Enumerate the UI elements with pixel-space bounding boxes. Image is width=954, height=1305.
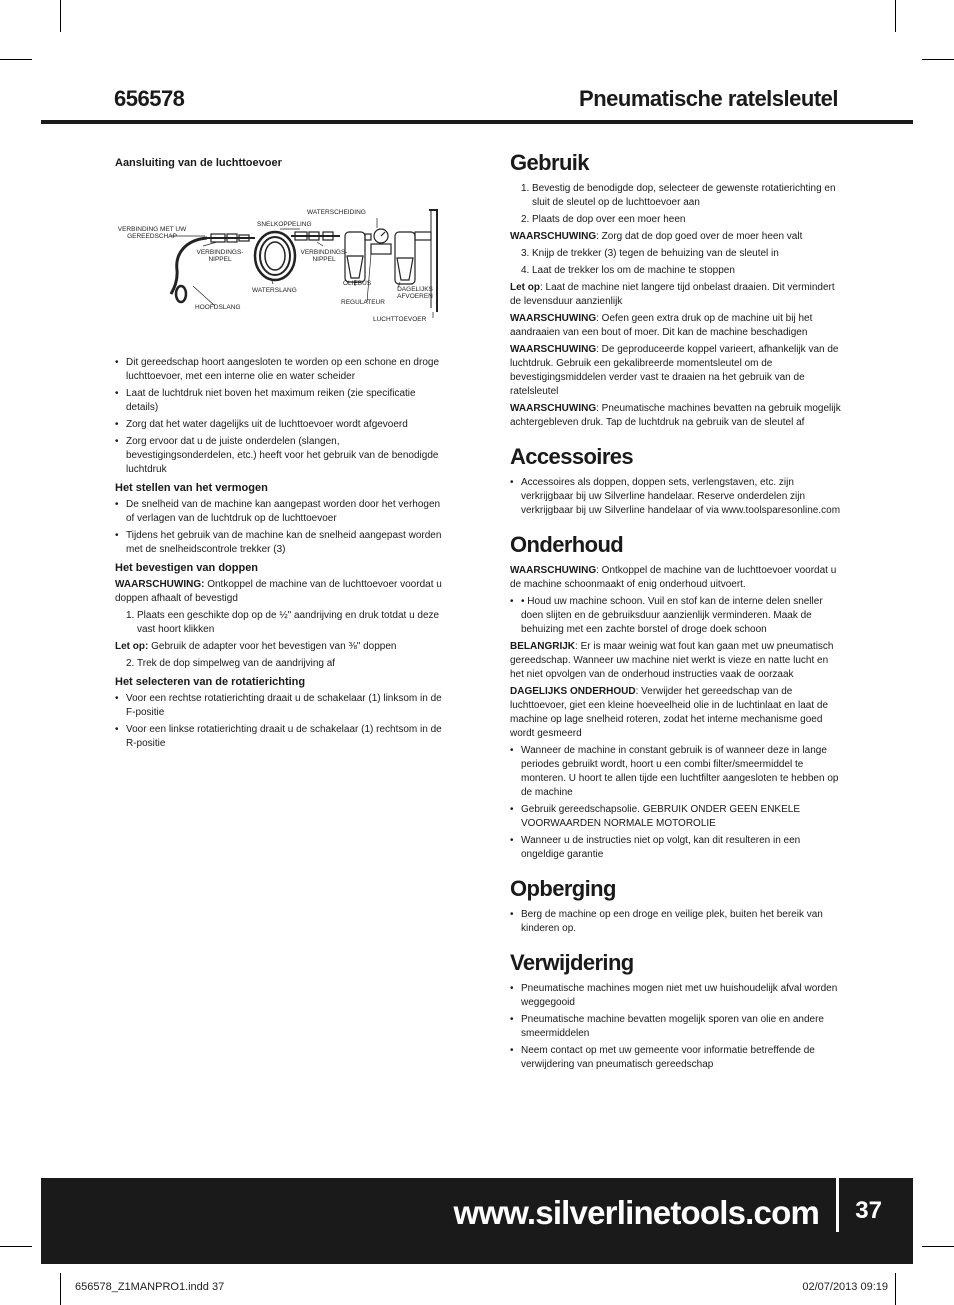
warning-label: WAARSCHUWING: [510, 344, 597, 355]
section-heading-accessoires: Accessoires: [510, 444, 634, 469]
warning-label: WAARSCHUWING: [510, 231, 597, 242]
crop-mark: [0, 1246, 32, 1247]
list-item: • Zorg dat het water dagelijks uit de luchttoevoer wordt afgevoerd: [115, 418, 445, 432]
warning-text: : Oefen geen extra druk op de machine uit bij het aandraaien van een bout of moer. Dit kan de machine beschadigen: [510, 313, 813, 338]
list-item: • Neem contact op met uw gemeente voor informatie betreffende de verwijdering van pneumatisch gereedschap: [510, 1044, 842, 1072]
speed-heading: Het stellen van het vermogen: [115, 482, 268, 494]
daily-text: : Verwijder het gereedschap van de luchttoevoer, giet een kleine hoeveelheid olie in de luchtinlaat en laat de machine op lage snelheid roteren, zodat het interne mechanisme goed wordt gesmeerd: [510, 686, 829, 739]
list-item: [510, 264, 842, 278]
footer-url[interactable]: www.silverlinetools.com: [453, 1194, 819, 1231]
step-text: Trek de dop simpelweg van de aandrijving af: [137, 658, 336, 669]
air-supply-diagram: [115, 174, 445, 324]
list-item: [510, 213, 842, 227]
label-luchttoevoer: LUCHTTOEVOER: [373, 316, 427, 323]
crop-mark: [922, 1246, 954, 1247]
list-item: • Pneumatische machine bevatten mogelijk sporen van olie en andere smeermiddelen: [510, 1013, 842, 1041]
footer-divider: [836, 1178, 839, 1232]
list-item: [510, 247, 842, 261]
warning-label: WAARSCHUWING: [510, 403, 597, 414]
label-waterslang: WATERSLANG: [252, 287, 297, 294]
gebruik-warning-1: [510, 230, 842, 244]
onderhoud-list-2: [510, 744, 842, 862]
gebruik-steps-2: [510, 247, 842, 278]
step-number: 3.: [521, 248, 530, 259]
list-item: • Voor een rechtse rotatierichting draait u de schakelaar (1) linksom in de F-positie: [115, 692, 445, 720]
socket-steps-2: [115, 657, 445, 671]
label-dagelijks: DAGELIJKS AFVOEREN: [397, 286, 433, 300]
onderhoud-important: [510, 640, 842, 682]
section-heading-opberging: Opberging: [510, 876, 616, 901]
section-heading-gebruik: Gebruik: [510, 150, 589, 175]
crop-mark: [895, 0, 896, 32]
label-snelkoppeling: SNELKOPPELING: [257, 221, 312, 228]
gebruik-warning-2: [510, 312, 842, 340]
crop-mark: [60, 1273, 61, 1305]
socket-heading: Het bevestigen van doppen: [115, 562, 259, 574]
gebruik-warning-3: [510, 343, 842, 399]
crop-mark: [60, 0, 61, 32]
rotation-heading: Het selecteren van de rotatierichting: [115, 676, 306, 688]
list-item: • Tijdens het gebruik van de machine kan de snelheid aangepast worden met de snelheidscontrole trekker (3): [115, 529, 445, 557]
left-column: [115, 152, 445, 754]
opberging-list: [510, 908, 842, 936]
section-heading-verwijdering: Verwijdering: [510, 950, 634, 975]
list-item: • Pneumatische machines mogen niet met uw huishoudelijk afval worden weggegooid: [510, 982, 842, 1010]
list-item: • Zorg ervoor dat u de juiste onderdelen (slangen, bevestigingsonderdelen, etc.) heeft voor het gebruik van de benodigde luchtdruk: [115, 435, 445, 477]
air-supply-list: [115, 356, 445, 477]
accessoires-list: [510, 476, 842, 518]
gebruik-tip: [510, 281, 842, 309]
list-item: [115, 657, 445, 671]
label-waterscheiding: WATERSCHEIDING: [307, 209, 366, 216]
step-text: Plaats de dop over een moer heen: [532, 214, 686, 225]
list-item: • Wanneer de machine in constant gebruik is of wanneer deze in lange periodes gebruikt wordt, hoort u een combi filter/smeermiddel te monteren. U hoort te allen tijde een luchtfilter aangesloten te hebben op de machine: [510, 744, 842, 800]
slug-date: 02/07/2013 09:19: [802, 1281, 888, 1293]
tip-label: Let op: [510, 282, 540, 293]
list-item: • Voor een linkse rotatierichting draait u de schakelaar (1) rechtsom in de R-positie: [115, 723, 445, 751]
label-nippel-left: VERBINDINGS- NIPPEL: [196, 249, 244, 263]
right-column: [510, 150, 842, 1075]
step-number: 4.: [521, 265, 530, 276]
step-number: 2.: [521, 214, 530, 225]
step-text: Bevestig de benodigde dop, selecteer de gewenste rotatierichting en sluit de sleutel op de luchttoevoer aan: [532, 183, 836, 208]
warning-text: : Zorg dat de dop goed over de moer heen valt: [596, 231, 803, 242]
crop-mark: [0, 59, 32, 60]
crop-mark: [922, 59, 954, 60]
warning-text: : Ontkoppel de machine van de luchttoevoer voordat u de machine schoonmaakt of enig onderhoud uitvoert.: [510, 565, 837, 590]
list-item: • • Houd uw machine schoon. Vuil en stof kan de interne delen sneller doen slijten en de gebruiksduur aanzienlijk verminderen. Maak de behuizing met een zachte borstel of droge doek schoon: [510, 595, 842, 637]
socket-warning: [115, 578, 445, 606]
verwijdering-list: [510, 982, 842, 1072]
speed-list: [115, 498, 445, 557]
daily-label: DAGELIJKS ONDERHOUD: [510, 686, 636, 697]
onderhoud-daily: [510, 685, 842, 741]
air-supply-illustration: [115, 174, 445, 324]
tip-label: Let op:: [115, 641, 149, 652]
list-item: [510, 182, 842, 210]
page-title: Pneumatische ratelsleutel: [579, 86, 838, 111]
gebruik-steps: [510, 182, 842, 227]
socket-steps: [115, 609, 445, 637]
onderhoud-list-1: [510, 595, 842, 637]
label-hoofdslang: HOOFDSLANG: [195, 304, 241, 311]
list-item: • Accessoires als doppen, doppen sets, verlengstaven, etc. zijn verkrijgbaar bij uw Silverline handelaar. Reserve onderdelen zijn verkrijgbaar bij uw Silverline handelaar of via www.toolsparesonline.com: [510, 476, 842, 518]
warning-label: WAARSCHUWING: [510, 565, 597, 576]
page-number: 37: [855, 1197, 882, 1224]
slug-file: 656578_Z1MANPRO1.indd 37: [75, 1281, 225, 1293]
step-text: Plaats een geschikte dop op de ½" aandrijving en druk totdat u deze vast hoort klikken: [137, 610, 440, 635]
list-item: [115, 609, 445, 637]
onderhoud-warning: [510, 564, 842, 592]
list-item: • Laat de luchtdruk niet boven het maximum reiken (zie specificatie details): [115, 387, 445, 415]
gebruik-warning-4: [510, 402, 842, 430]
list-item: • Dit gereedschap hoort aangesloten te worden op een schone en droge luchttoevoer, met een interne olie en water scheider: [115, 356, 445, 384]
label-nippel-right: VERBINDINGS- NIPPEL: [300, 249, 348, 263]
step-number: 2.: [126, 658, 135, 669]
list-item: • Wanneer u de instructies niet op volgt, kan dit resulteren in een ongeldige garantie: [510, 834, 842, 862]
rotation-list: [115, 692, 445, 751]
tip-text: : Laat de machine niet langere tijd onbelast draaien. Dit vermindert de levensduur aanzienlijk: [510, 282, 835, 307]
model-number: 656578: [114, 86, 185, 111]
warning-text: : De geproduceerde koppel varieert, afhankelijk van de luchtdruk. Gebruik een gekalibreerde momentsleutel om de bevestigingsmiddelen verder vast te draaien na het gebruik van de ratelsleutel: [510, 344, 839, 397]
crop-mark: [895, 1273, 896, 1305]
air-supply-heading: Aansluiting van de luchttoevoer: [115, 157, 282, 169]
list-item: • Berg de machine op een droge en veilige plek, buiten het bereik van kinderen op.: [510, 908, 842, 936]
step-number: 1.: [126, 610, 135, 621]
list-item: • Gebruik gereedschapsolie. GEBRUIK ONDER GEEN ENKELE VOORWAARDEN NORMALE MOTOROLIE: [510, 803, 842, 831]
tip-text: Gebruik de adapter voor het bevestigen van ⅜" doppen: [148, 641, 397, 652]
step-number: 1.: [521, 183, 530, 194]
label-verbinding: VERBINDING MET UW GEREEDSCHAP: [117, 226, 187, 240]
warning-text: Ontkoppel de machine van de luchttoevoer voordat u doppen afhaalt of bevestigd: [115, 579, 442, 604]
socket-tip: [115, 640, 445, 654]
step-text: Knijp de trekker (3) tegen de behuizing van de sleutel in: [532, 248, 779, 259]
label-oliebus: OLIEBUS: [343, 280, 372, 287]
label-regulateur: REGULATEUR: [341, 299, 385, 306]
step-text: Laat de trekker los om de machine te stoppen: [532, 265, 735, 276]
header-rule: [41, 120, 913, 124]
important-label: BELANGRIJK: [510, 641, 576, 652]
section-heading-onderhoud: Onderhoud: [510, 532, 624, 557]
warning-label: WAARSCHUWING: [510, 313, 597, 324]
list-item: • De snelheid van de machine kan aangepast worden door het verhogen of verlagen van de luchtdruk op de luchttoevoer: [115, 498, 445, 526]
important-text: : Er is maar weinig wat fout kan gaan met uw pneumatisch gereedschap. Wanneer uw machine niet werkt is vieze en natte lucht en het niet opvolgen van de onderhoud instructies vaak de oorzaak: [510, 641, 834, 680]
warning-label: WAARSCHUWING:: [115, 579, 205, 590]
warning-text: : Pneumatische machines bevatten na gebruik mogelijk achtergebleven druk. Tap de luchtdruk na gebruik van de sleutel af: [510, 403, 841, 428]
footer-bar: [41, 1178, 913, 1264]
